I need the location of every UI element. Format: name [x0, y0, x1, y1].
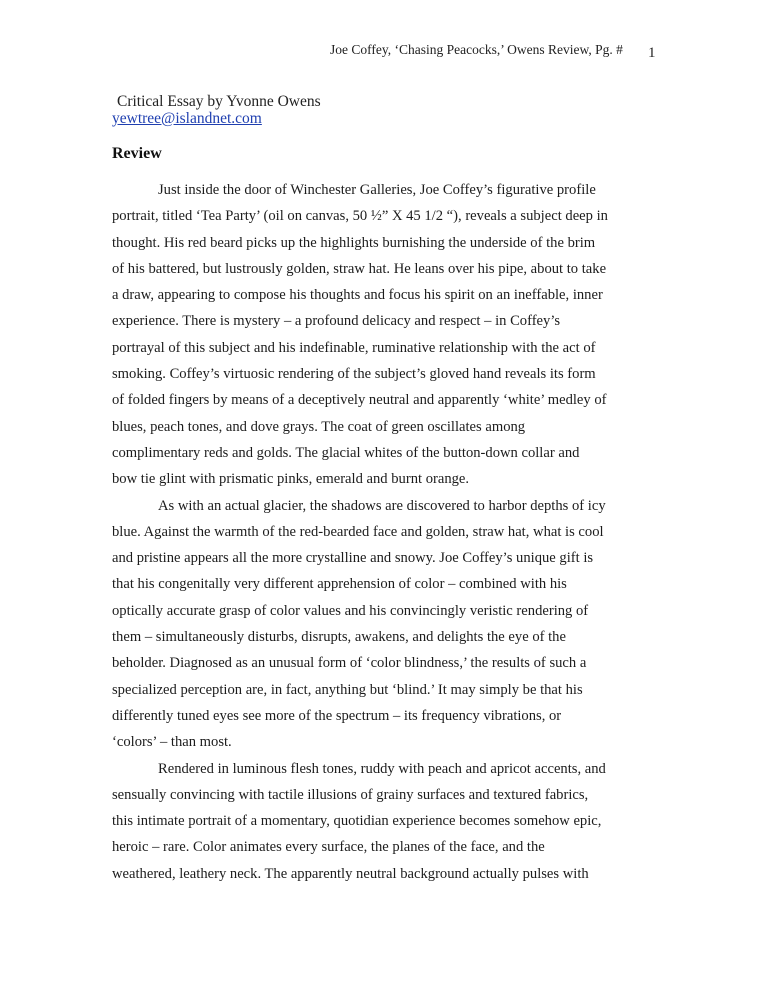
paragraph-line: specialized perception are, in fact, anything but ‘blind.’ It may simply be that his	[112, 681, 583, 698]
paragraph-line: beholder. Diagnosed as an unusual form of ‘color blindness,’ the results of such a	[112, 655, 587, 672]
paragraph-line: and pristine appears all the more crystalline and snowy. Joe Coffey’s unique gift is	[112, 550, 594, 567]
paragraph-line: a draw, appearing to compose his thoughts and focus his spirit on an ineffable, inner	[112, 287, 603, 304]
essay-body	[112, 177, 660, 887]
paragraph-line: ‘colors’ – than most.	[112, 734, 232, 751]
paragraph-line: Just inside the door of Winchester Galleries, Joe Coffey’s figurative profile	[158, 182, 596, 198]
paragraph-line: thought. His red beard picks up the highlights burnishing the underside of the brim	[112, 234, 596, 251]
paragraph-line: blues, peach tones, and dove grays. The coat of green oscillates among	[112, 418, 526, 435]
paragraph	[112, 177, 660, 493]
paragraph-line: bow tie glint with prismatic pinks, emerald and burnt orange.	[112, 471, 470, 488]
paragraph-line: optically accurate grasp of color values and his convincingly veristic rendering of	[112, 602, 589, 619]
paragraph-line: portrayal of this subject and his indefinable, ruminative relationship with the act of	[112, 339, 596, 356]
paragraph-line: sensually convincing with tactile illusions of grainy surfaces and textured fabrics,	[112, 786, 589, 803]
page-number: 1	[648, 45, 656, 61]
paragraph-line: weathered, leathery neck. The apparently neutral background actually pulses with	[112, 865, 589, 882]
paragraph-line: portrait, titled ‘Tea Party’ (oil on canvas, 50 ½” X 45 1/2 “), reveals a subject deep in	[112, 208, 608, 225]
paragraph-line: smoking. Coffey’s virtuosic rendering of the subject’s gloved hand reveals its form	[112, 366, 596, 383]
paragraph-line: As with an actual glacier, the shadows are discovered to harbor depths of icy	[158, 497, 606, 514]
paragraph-line: experience. There is mystery – a profound delicacy and respect – in Coffey’s	[112, 313, 561, 330]
paragraph-line: them – simultaneously disturbs, disrupts, awakens, and delights the eye of the	[112, 629, 566, 646]
paragraph-line: differently tuned eyes see more of the spectrum – its frequency vibrations, or	[112, 707, 562, 724]
paragraph-line: Rendered in luminous flesh tones, ruddy with peach and apricot accents, and	[158, 760, 606, 777]
paragraph	[112, 493, 660, 756]
paragraph-line: blue. Against the warmth of the red-bearded face and golden, straw hat, what is cool	[112, 523, 604, 540]
paragraph-line: complimentary reds and golds. The glacial whites of the button-down collar and	[112, 444, 580, 461]
author-email-link[interactable]: yewtree@islandnet.com	[112, 110, 262, 127]
paragraph-line: this intimate portrait of a momentary, quotidian experience becomes somehow epic,	[112, 813, 602, 830]
paragraph-line: of folded fingers by means of a deceptively neutral and apparently ‘white’ medley of	[112, 392, 607, 409]
running-header: Joe Coffey, ‘Chasing Peacocks,’ Owens Review, Pg. #	[330, 42, 623, 57]
paragraph-line: heroic – rare. Color animates every surface, the planes of the face, and the	[112, 839, 545, 856]
paragraph-line: of his battered, but lustrously golden, straw hat. He leans over his pipe, about to take	[112, 260, 607, 277]
paragraph-line: that his congenitally very different apprehension of color – combined with his	[112, 576, 567, 593]
author-byline: Critical Essay by Yvonne Owens	[117, 93, 321, 110]
section-heading: Review	[112, 145, 162, 162]
paragraph	[112, 756, 660, 887]
